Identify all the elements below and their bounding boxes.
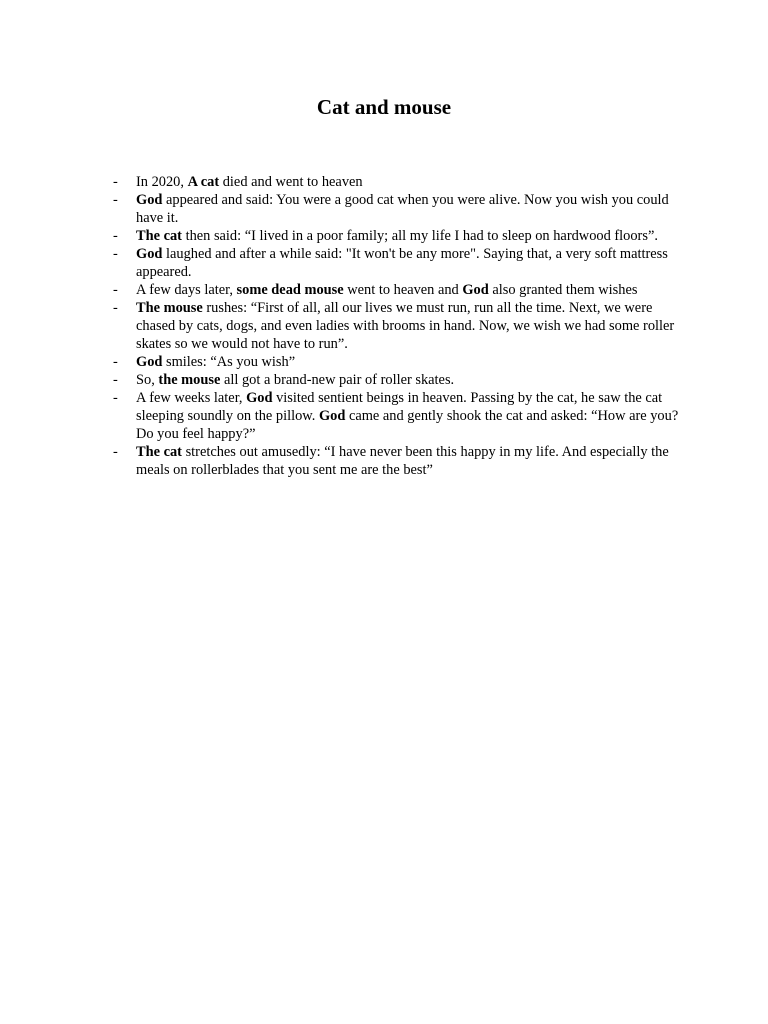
text-segment: then said: “I lived in a poor family; all my life I had to sleep on hardwood floors”. [181,228,658,244]
text-segment: died and went to heaven [219,174,363,190]
list-item [113,299,688,353]
bold-text: God [462,282,489,298]
bullet-dash: - [113,390,118,406]
bullet-dash: - [113,246,118,262]
text-segment: came and gently shook the cat and asked: “How are you? Do you feel happy?” [136,408,679,442]
page-title: Cat and mouse [316,95,452,119]
bold-text: the mouse [158,372,221,388]
bold-text: God [246,390,273,406]
list-item [113,245,688,281]
list-item [113,371,688,389]
text-segment: A few weeks later, [136,390,247,406]
text-segment: also granted them wishes [488,282,638,298]
bold-text: God [136,192,163,208]
list-item [113,443,688,479]
bold-text: A cat [187,174,220,190]
text-segment: appeared and said: You were a good cat when you were alive. Now you wish you could have it. [136,192,669,226]
bold-text: God [136,354,163,370]
bullet-dash: - [113,282,118,298]
bold-text: The mouse [136,300,203,316]
bold-text: The cat [136,444,182,460]
bold-text: The cat [136,228,182,244]
bullet-dash: - [113,192,118,208]
bullet-dash: - [113,354,118,370]
bold-text: some dead mouse [236,282,344,298]
text-segment: laughed and after a while said: "It won't be any more". Saying that, a very soft mattress appeared. [136,246,668,280]
list-item [113,227,688,245]
text-segment: In 2020, [136,174,188,190]
bullet-dash: - [113,228,118,244]
text-segment: rushes: “First of all, all our lives we must run, run all the time. Next, we were chased by cats, dogs, and even ladies with brooms in hand. Now, we wish we had some roller skates so we would not have to run”. [136,300,675,352]
bold-text: God [136,246,163,262]
bullet-dash: - [113,174,118,190]
text-segment: So, [136,372,159,388]
bullet-dash: - [113,372,118,388]
list-item [113,389,688,443]
bold-text: God [318,408,346,424]
list-item [113,281,688,299]
text-segment: stretches out amusedly: “I have never been this happy in my life. And especially the meals on rollerblades that you sent me are the best” [136,444,669,478]
list-item [113,353,688,371]
text-segment: A few days later, [136,282,237,298]
story-list [113,173,688,479]
text-segment: smiles: “As you wish” [162,354,296,370]
text-segment: visited sentient beings in heaven. Passing by the cat, he saw the cat sleeping soundly on the pillow. [136,390,663,424]
list-item [113,191,688,227]
text-segment: went to heaven and [343,282,463,298]
bullet-dash: - [113,444,118,460]
bullet-dash: - [113,300,118,316]
list-item [113,173,688,191]
text-segment: all got a brand-new pair of roller skates. [220,372,455,388]
